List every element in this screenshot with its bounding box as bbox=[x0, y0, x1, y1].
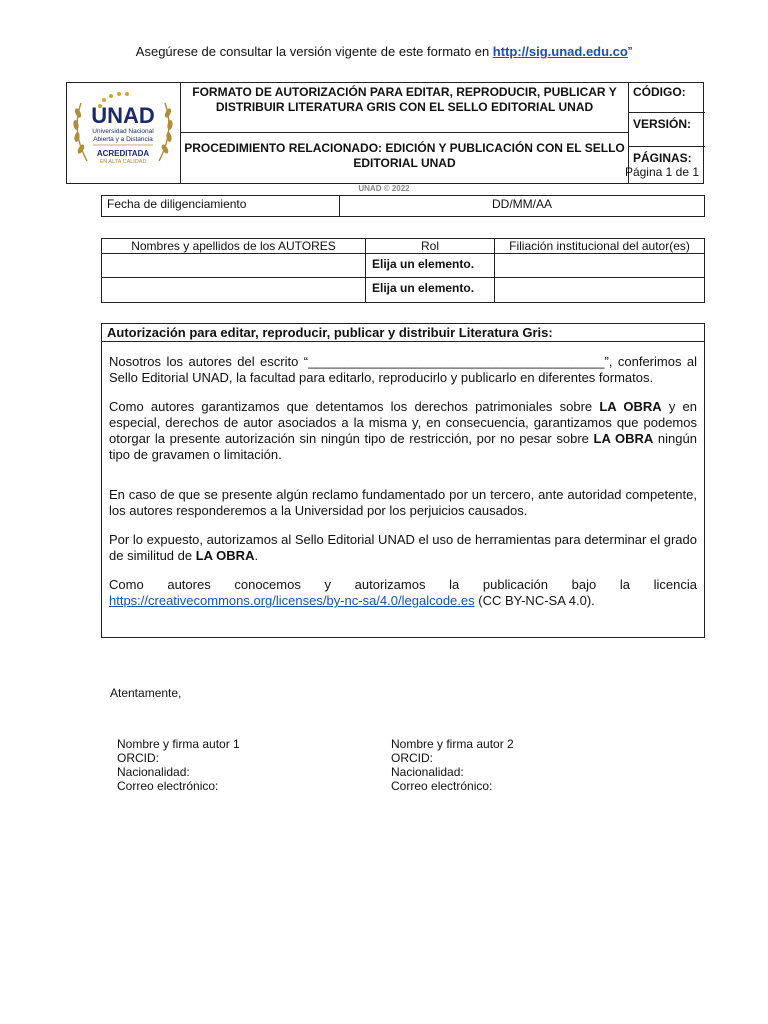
author-name-field[interactable] bbox=[102, 254, 365, 278]
signature-title: Nombre y firma autor 1 bbox=[117, 737, 240, 751]
unad-logo-cell bbox=[67, 83, 181, 183]
signature-email: Correo electrónico: bbox=[391, 779, 493, 793]
sig-unad-link[interactable]: http://sig.unad.edu.co bbox=[492, 44, 628, 59]
signature-orcid: ORCID: bbox=[117, 751, 159, 765]
authorization-paragraph-1: Nosotros los autores del escrito “_________________________________________”, conferimos al Sello Editorial UNAD, la facultad para editarlo, reproducirlo y publicarlo en diferentes formatos. bbox=[109, 354, 697, 385]
p4-text-a: Por lo expuesto, autorizamos al Sello Editorial UNAD el uso de herramientas para determinar el grado de similitud de bbox=[109, 532, 697, 563]
authors-role-column bbox=[366, 239, 495, 302]
p4-text-b: . bbox=[254, 548, 259, 563]
authorization-paragraph-3: En caso de que se presente algún reclamo fundamentado por un tercero, ante autoridad competente, los autores responderemos a la Universidad por los perjuicios causados. bbox=[109, 487, 697, 518]
authors-header-role: Rol bbox=[366, 239, 494, 254]
authors-table bbox=[101, 238, 705, 303]
unad-logo bbox=[67, 83, 179, 181]
p2-text-c: ningún tipo de gravamen o limitación. bbox=[109, 431, 697, 462]
version-notice-prefix: Asegúrese de consultar la versión vigente de este formato en bbox=[135, 44, 493, 59]
form-title: FORMATO DE AUTORIZACIÓN PARA EDITAR, REPRODUCIR, PUBLICAR Y DISTRIBUIR LITERATURA GRIS CON EL SELLO EDITORIAL UNAD bbox=[181, 83, 628, 133]
signature-orcid: ORCID: bbox=[391, 751, 433, 765]
header-title-cell bbox=[181, 83, 629, 183]
p2-text-b: y en especial, derechos de autor asociados a la misma y, en consecuencia, garantizamos que podemos otorgar la presente autorización sin ningún tipo de restricción, por no pesar sobre bbox=[109, 399, 697, 446]
document-header bbox=[66, 82, 704, 184]
version-notice-suffix: ” bbox=[627, 44, 633, 59]
authorization-paragraph-5 bbox=[109, 577, 697, 609]
authors-name-column bbox=[102, 239, 366, 302]
signature-block-1 bbox=[117, 737, 240, 793]
author-name-field[interactable] bbox=[102, 278, 365, 302]
p5-text-b: (CC BY-NC-SA 4.0). bbox=[474, 593, 595, 608]
fecha-table bbox=[101, 195, 705, 217]
authorization-paragraph-2 bbox=[109, 399, 697, 463]
license-link[interactable]: https://creativecommons.org/licenses/by-nc-sa/4.0/legalcode.es bbox=[109, 593, 475, 608]
authors-affiliation-column bbox=[495, 239, 704, 302]
la-obra-bold: LA OBRA bbox=[599, 399, 662, 414]
p2-text-a: Como autores garantizamos que detentamos los derechos patrimoniales sobre bbox=[109, 399, 600, 414]
signature-title: Nombre y firma autor 2 bbox=[391, 737, 514, 751]
unad-logo-line1: Universidad Nacional bbox=[92, 128, 154, 135]
paginas-value: Página 1 de 1 bbox=[624, 165, 699, 179]
version-label: VERSIÓN: bbox=[629, 113, 705, 147]
unad-logo-badge-sub: EN ALTA CALIDAD bbox=[99, 159, 147, 165]
closing-text: Atentamente, bbox=[110, 686, 182, 700]
author-affiliation-field[interactable] bbox=[495, 278, 704, 302]
signature-block-2 bbox=[391, 737, 514, 793]
unad-logo-badge: ACREDITADA bbox=[96, 149, 150, 158]
la-obra-bold: LA OBRA bbox=[593, 431, 654, 446]
unad-logo-line2: Abierta y a Distancia bbox=[93, 136, 153, 143]
copyright-notice: UNAD © 2022 bbox=[358, 184, 410, 193]
signature-nationality: Nacionalidad: bbox=[391, 765, 464, 779]
fecha-label: Fecha de diligenciamiento bbox=[102, 196, 340, 216]
author-role-select[interactable]: Elija un elemento. bbox=[372, 281, 475, 295]
unad-logo-wordmark: UNAD bbox=[91, 103, 155, 128]
author-role-select[interactable]: Elija un elemento. bbox=[366, 254, 494, 278]
authors-header-name: Nombres y apellidos de los AUTORES bbox=[102, 239, 365, 254]
version-notice bbox=[0, 44, 768, 59]
authorization-title: Autorización para editar, reproducir, publicar y distribuir Literatura Gris: bbox=[102, 324, 704, 342]
paginas-label: PÁGINAS: bbox=[633, 151, 692, 165]
p5-text-a: Como autores conocemos y autorizamos la publicación bajo la licencia bbox=[109, 577, 697, 592]
la-obra-bold: LA OBRA bbox=[195, 548, 255, 563]
author-affiliation-field[interactable] bbox=[495, 254, 704, 278]
related-procedure: PROCEDIMIENTO RELACIONADO: EDICIÓN Y PUBLICACIÓN CON EL SELLO EDITORIAL UNAD bbox=[184, 141, 625, 170]
authors-header-affiliation: Filiación institucional del autor(es) bbox=[495, 239, 704, 254]
authorization-box bbox=[101, 323, 705, 638]
fecha-value-field[interactable]: DD/MM/AA bbox=[492, 197, 552, 211]
signature-nationality: Nacionalidad: bbox=[117, 765, 190, 779]
authorization-paragraph-4 bbox=[109, 532, 697, 564]
signature-email: Correo electrónico: bbox=[117, 779, 219, 793]
codigo-label: CÓDIGO: bbox=[629, 83, 705, 113]
authorization-body bbox=[102, 342, 704, 609]
